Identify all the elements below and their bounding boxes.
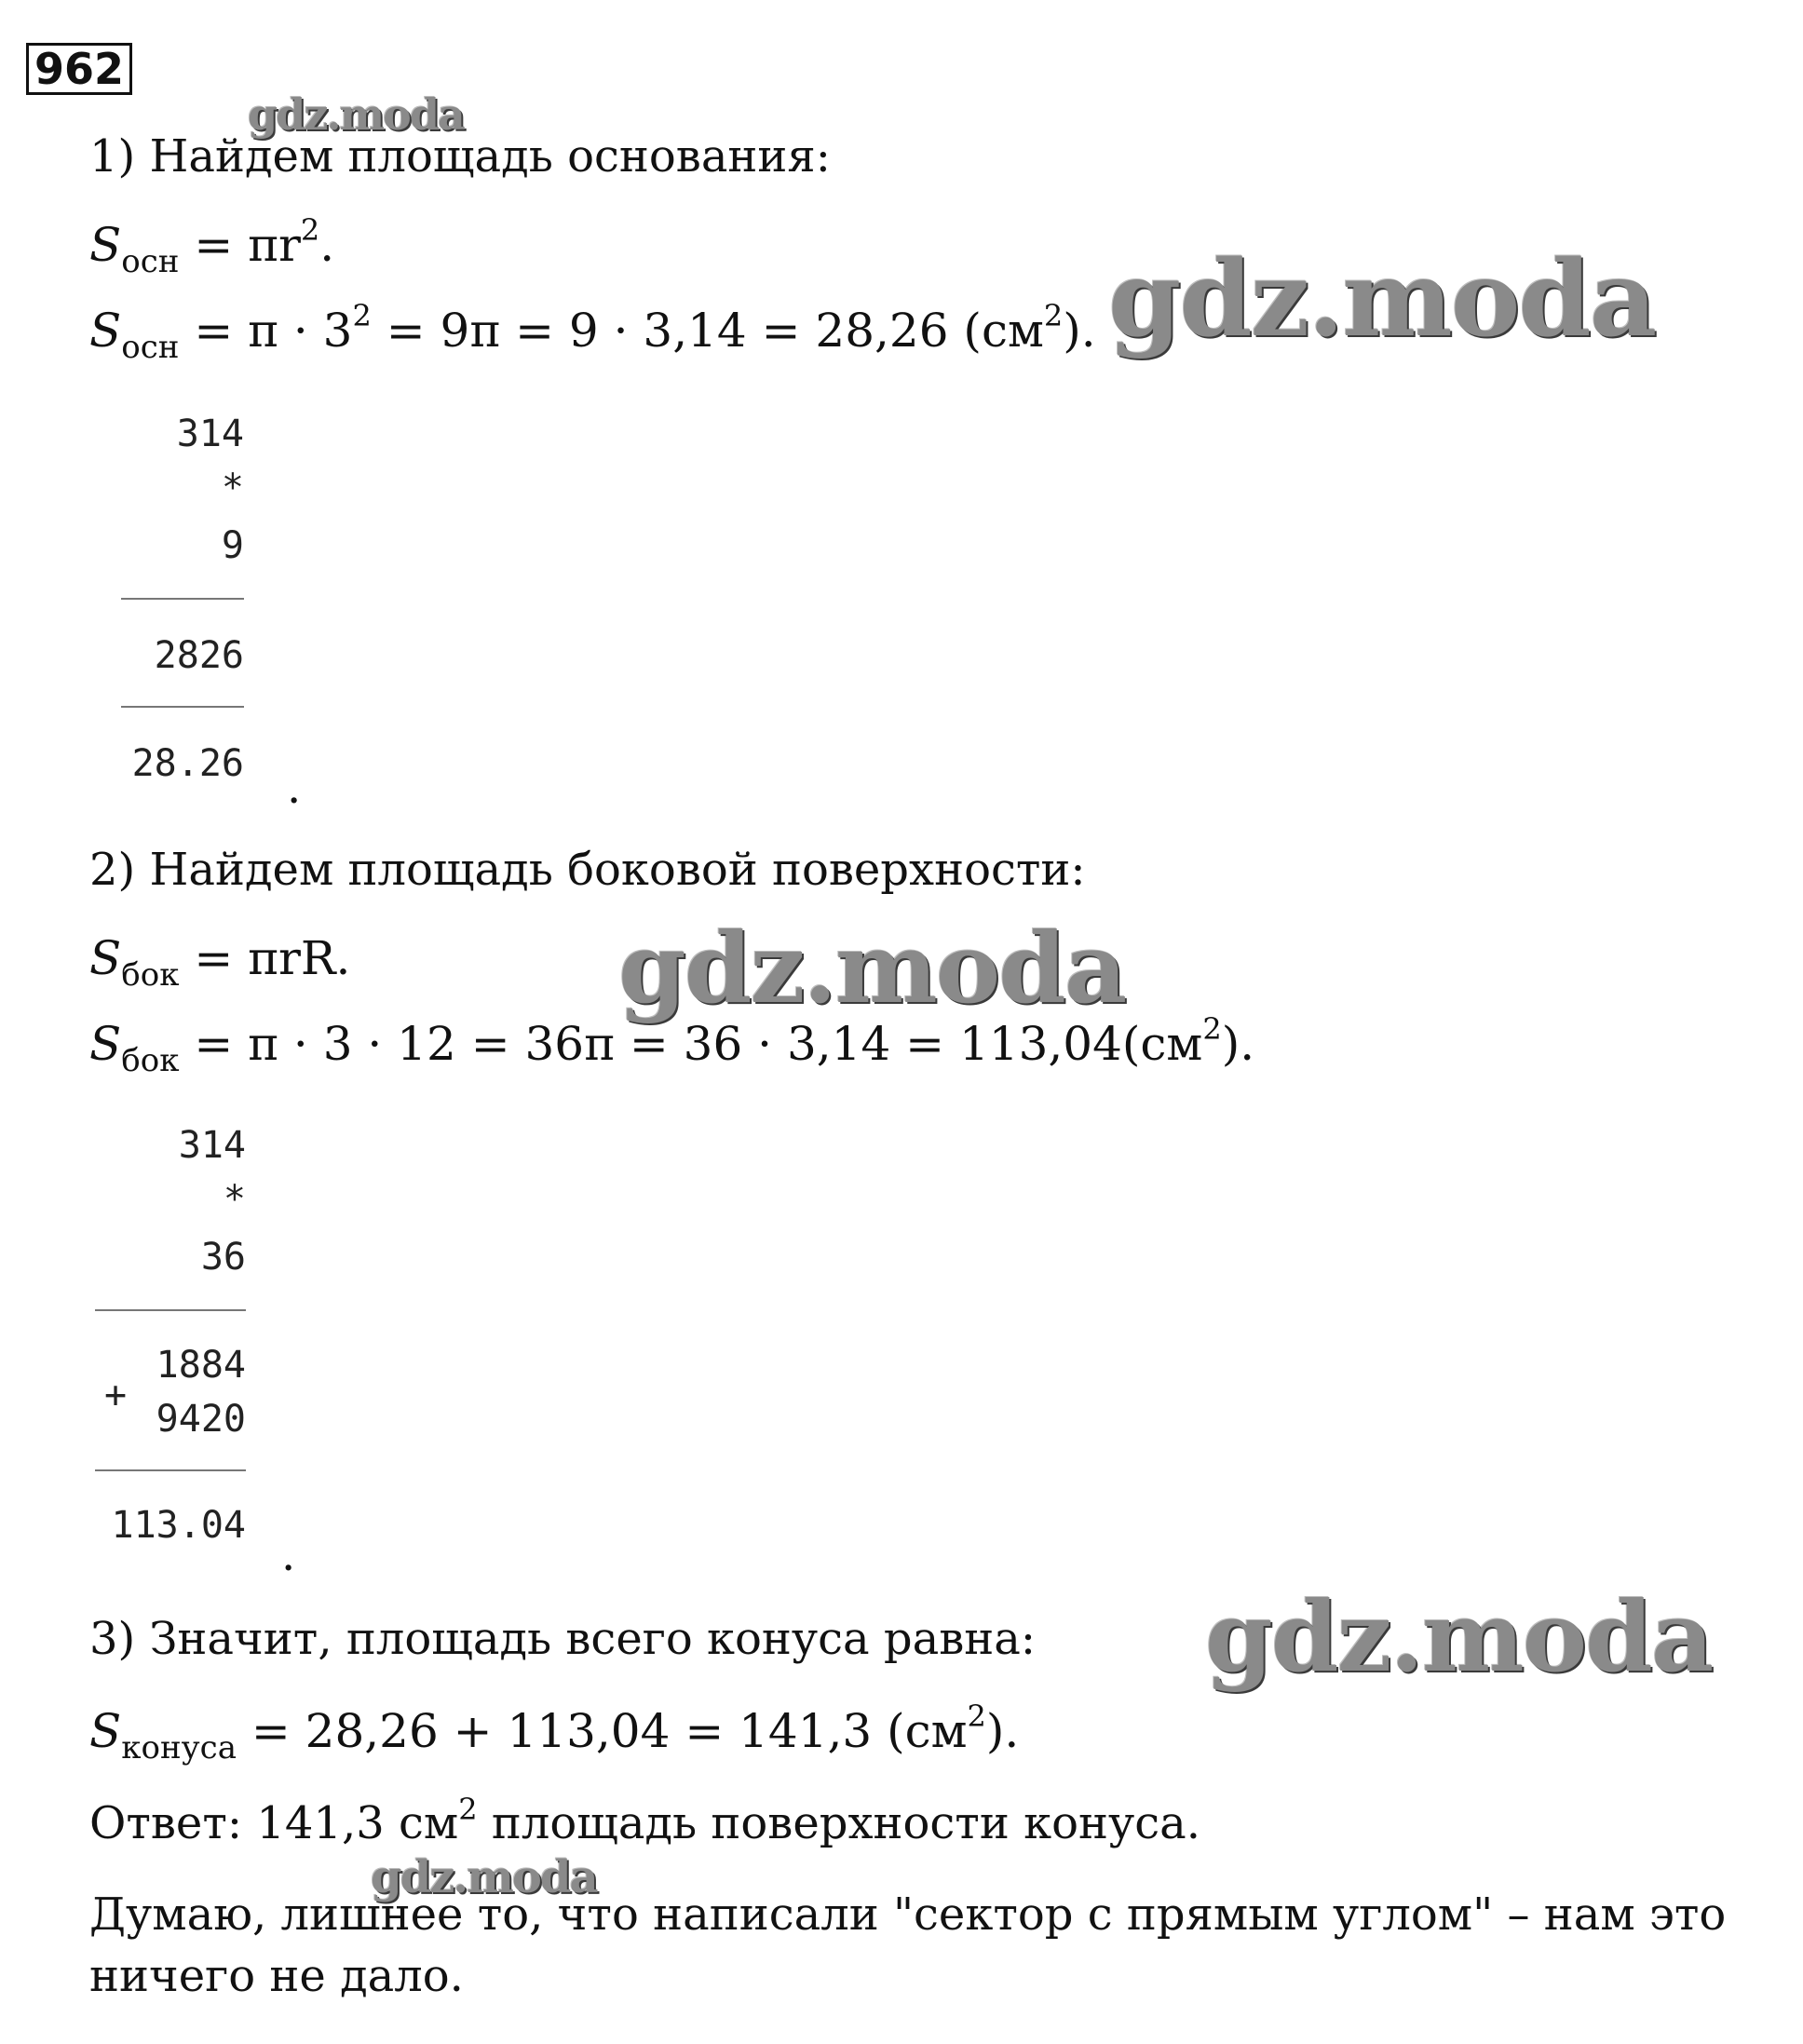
formula-exponent: 2 (300, 212, 320, 248)
formula-exponent: 2 (1202, 1011, 1222, 1047)
formula-var: S (89, 218, 122, 272)
watermark: gdz.moda (1108, 238, 1656, 360)
watermark: gdz.moda (248, 89, 464, 140)
column-partial-product: 9420 (156, 1398, 246, 1441)
step2-calculation (89, 1011, 1255, 1079)
column-result: 28.26 (131, 742, 244, 785)
step1-formula (89, 212, 335, 280)
watermark: gdz.moda (1205, 1579, 1713, 1694)
formula-tail: . (319, 218, 335, 272)
step2-formula (89, 931, 351, 994)
formula-exponent: 2 (967, 1699, 986, 1734)
column-multiplication-2 (89, 1121, 246, 1559)
formula-part: = 28,26 + 113,04 = 141,3 (см (236, 1704, 968, 1758)
answer-text: Ответ: 141,3 см (89, 1797, 459, 1849)
formula-tail: ). (1221, 1017, 1255, 1071)
column-plus-sign: + (104, 1374, 128, 1416)
step2-heading: 2) Найдем площадь боковой поверхности: (89, 844, 1086, 896)
formula-tail: ). (1063, 304, 1096, 358)
column-operand: 9 (221, 524, 244, 567)
column-rule (95, 1309, 246, 1311)
formula-var: S (89, 1017, 122, 1071)
watermark: gdz.moda (618, 911, 1126, 1025)
answer-text: площадь поверхности конуса. (477, 1797, 1200, 1849)
formula-exponent: 2 (352, 298, 372, 333)
column-operator: * (221, 467, 244, 509)
column-rule (95, 1469, 246, 1471)
formula-subscript: осн (121, 243, 180, 280)
problem-number: 962 (26, 43, 132, 95)
step1-calculation (89, 298, 1096, 366)
formula-subscript: осн (121, 329, 180, 366)
column-partial-product: 1884 (156, 1344, 246, 1387)
column-operand: 36 (200, 1236, 246, 1279)
sentence-dot: . (287, 762, 302, 814)
formula-rhs: = πr (179, 218, 301, 272)
column-product: 2826 (154, 634, 244, 677)
formula-subscript: бок (121, 1042, 180, 1079)
column-operator: * (223, 1178, 246, 1221)
note-line-2: ничего не дало. (89, 1950, 464, 2002)
step3-formula (89, 1699, 1020, 1767)
formula-subscript: бок (121, 956, 180, 994)
formula-var: S (89, 931, 122, 985)
step1-heading: 1) Найдем площадь основания: (89, 130, 831, 183)
formula-exponent: 2 (1043, 298, 1064, 333)
column-rule (121, 598, 244, 600)
step3-heading: 3) Значит, площадь всего конуса равна: (89, 1613, 1037, 1665)
formula-var: S (89, 1704, 122, 1758)
formula-part: = 9π = 9 · 3,14 = 28,26 (см (371, 304, 1044, 358)
column-operand: 314 (178, 1124, 246, 1167)
answer-exponent: 2 (458, 1792, 478, 1827)
sentence-dot: . (281, 1529, 296, 1581)
column-operand: 314 (176, 413, 244, 455)
formula-part: = π · 3 (179, 304, 353, 358)
formula-var: S (89, 304, 122, 358)
column-multiplication-1 (93, 410, 244, 801)
formula-tail: ). (985, 1704, 1020, 1758)
note-line-1: Думаю, лишнее то, что написали "сектор с прямым углом" – нам это (89, 1888, 1727, 1941)
formula-rhs: = πrR. (179, 931, 351, 985)
formula-part: = π · 3 · 12 = 36π = 36 · 3,14 = 113,04(см (179, 1017, 1203, 1071)
formula-subscript: конуса (121, 1729, 237, 1767)
column-rule (121, 706, 244, 708)
column-result: 113.04 (111, 1504, 246, 1547)
answer-line (89, 1792, 1200, 1849)
watermark: gdz.moda (371, 1851, 597, 1903)
